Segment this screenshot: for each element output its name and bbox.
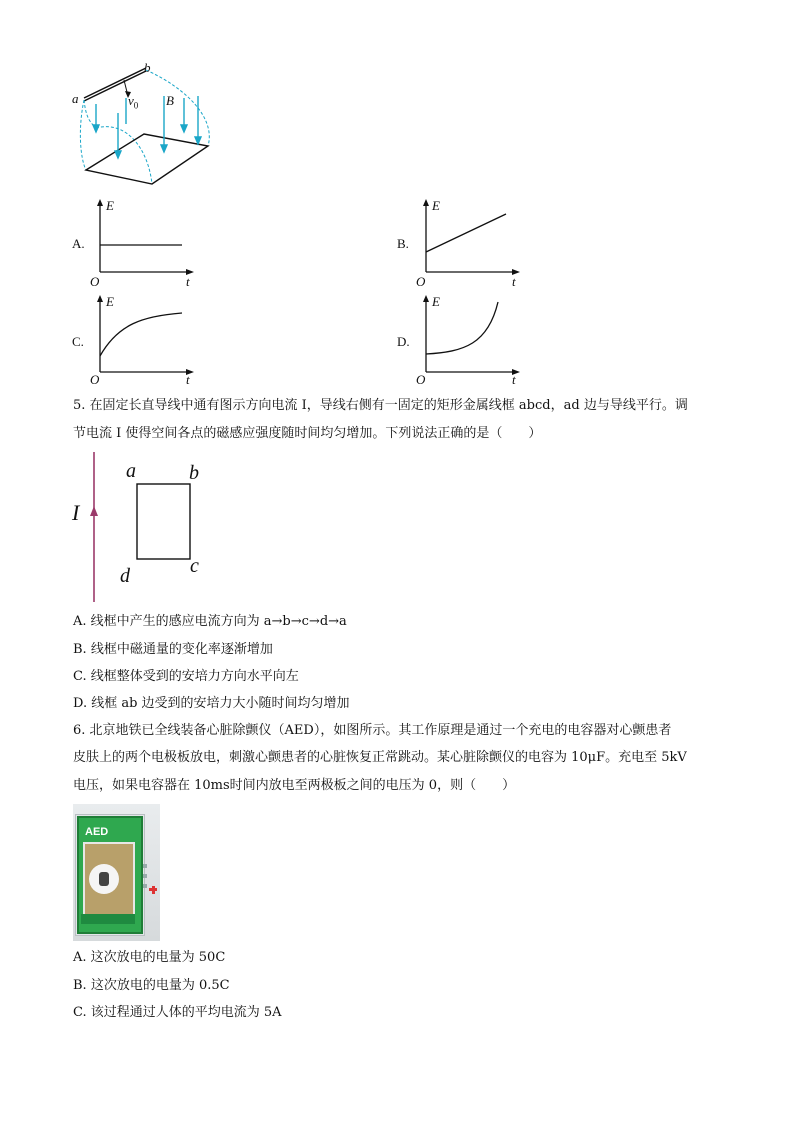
label-B-field: B bbox=[166, 93, 174, 108]
rod-field-figure bbox=[66, 58, 226, 190]
q5-option-A: A. 线框中产生的感应电流方向为 a→b→c→d→a bbox=[73, 614, 347, 629]
graph-C-x-label: t bbox=[186, 372, 190, 387]
q5-option-D: D. 线框 ab 边受到的安培力大小随时间均匀增加 bbox=[73, 696, 350, 711]
q6-stem-line2: 皮肤上的两个电极板放电，刺激心颤患者的心脏恢复正常跳动。某心脏除颤仪的电容为 10μF。充电至 5kV bbox=[73, 750, 687, 765]
q6-option-B: B. 这次放电的电量为 0.5C bbox=[73, 978, 230, 993]
option-D-letter: D. bbox=[397, 334, 410, 349]
q6-option-C: C. 该过程通过人体的平均电流为 5A bbox=[73, 1005, 282, 1020]
q5-stem-line2: 节电流 I 使得空间各点的磁感应强度随时间均匀增加。下列说法正确的是（ ） bbox=[73, 426, 542, 441]
graph-D-y-label: E bbox=[432, 294, 440, 309]
graph-D-x-label: t bbox=[512, 372, 516, 387]
graph-A-y-label: E bbox=[106, 198, 114, 213]
label-b-top: b bbox=[144, 60, 151, 75]
graph-D-origin: O bbox=[416, 372, 426, 387]
loop-label-b: b bbox=[189, 462, 199, 484]
q5-option-B: B. 线框中磁通量的变化率逐渐增加 bbox=[73, 642, 273, 657]
label-v0: $v_0$ bbox=[128, 93, 139, 111]
wire-current-label: I bbox=[72, 500, 80, 525]
graph-B-y-label: E bbox=[432, 198, 440, 213]
graph-C-origin: O bbox=[90, 372, 100, 387]
graph-D bbox=[414, 294, 524, 378]
graph-B bbox=[414, 198, 524, 278]
q5-option-C: C. 线框整体受到的安培力方向水平向左 bbox=[73, 669, 299, 684]
graph-C bbox=[88, 294, 198, 378]
graph-B-x-label: t bbox=[512, 274, 516, 289]
graph-A-origin: O bbox=[90, 274, 100, 289]
graph-A-x-label: t bbox=[186, 274, 190, 289]
q6-stem-line3: 电压，如果电容器在 10ms时间内放电至两极板之间的电压为 0，则（ ） bbox=[73, 778, 516, 793]
option-B-letter: B. bbox=[397, 236, 409, 251]
option-C-letter: C. bbox=[72, 334, 84, 349]
loop-label-d: d bbox=[120, 565, 130, 587]
loop-label-a: a bbox=[126, 460, 136, 482]
loop-label-c: c bbox=[190, 555, 199, 577]
graph-A bbox=[88, 198, 198, 278]
q5-stem-line1: 5. 在固定长直导线中通有图示方向电流 I，导线右侧有一固定的矩形金属线框 abcd，ad 边与导线平行。调 bbox=[73, 398, 688, 413]
aed-cabinet-photo bbox=[73, 804, 160, 941]
q6-option-A: A. 这次放电的电量为 50C bbox=[73, 950, 226, 965]
aed-label: AED bbox=[85, 826, 109, 838]
graph-B-origin: O bbox=[416, 274, 426, 289]
q6-stem-line1: 6. 北京地铁已全线装备心脏除颤仪（AED），如图所示。其工作原理是通过一个充电的电容器对心颤患者 bbox=[73, 723, 672, 738]
option-A-letter: A. bbox=[72, 236, 85, 251]
graph-C-y-label: E bbox=[106, 294, 114, 309]
label-a-top: a bbox=[72, 91, 79, 106]
